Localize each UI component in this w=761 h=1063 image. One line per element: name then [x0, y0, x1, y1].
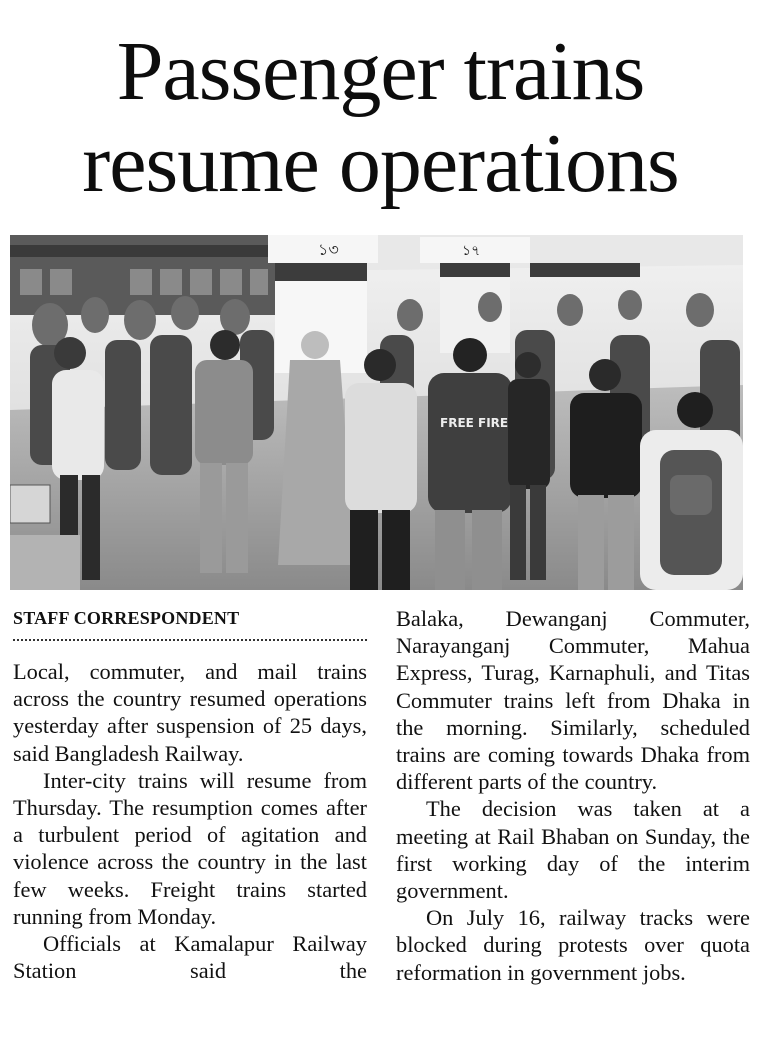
- headline-line-2: resume operations: [82, 117, 679, 210]
- byline: STAFF CORRESPONDENT: [13, 606, 367, 641]
- news-photo: [10, 235, 743, 590]
- tshirt-text: FREE FIRE: [440, 416, 509, 430]
- paragraph: On July 16, railway tracks were blocked during protests over quota reformation in government jobs.: [396, 905, 750, 985]
- article-column-right: [396, 605, 750, 986]
- headline-line-1: Passenger trains: [116, 25, 645, 118]
- paragraph: Balaka, Dewanganj Commuter, Narayanganj Commuter, Mahua Express, Turag, Karnaphuli, and Titas Commuter trains left from Dhaka in the morning. Similarly, scheduled trains are coming towards Dhaka from different parts of the country.: [396, 606, 750, 795]
- headline: [0, 26, 761, 210]
- article-column-left: [13, 658, 367, 984]
- paragraph: Local, commuter, and mail trains across the country resumed operations yesterday after suspension of 25 days, said Bangladesh Railway.: [13, 659, 367, 766]
- paragraph: Officials at Kamalapur Railway Station said the: [13, 931, 367, 984]
- crowd-on-platform-image: [10, 235, 743, 590]
- platform-sign-1: ১৩: [318, 240, 339, 259]
- paragraph: The decision was taken at a meeting at Rail Bhaban on Sunday, the first working day of the interim government.: [396, 796, 750, 904]
- paragraph: Inter-city trains will resume from Thursday. The resumption comes after a turbulent period of agitation and violence across the country in the last few weeks. Freight trains started running from Monday.: [13, 767, 367, 929]
- platform-sign-2: ১৭: [462, 243, 481, 259]
